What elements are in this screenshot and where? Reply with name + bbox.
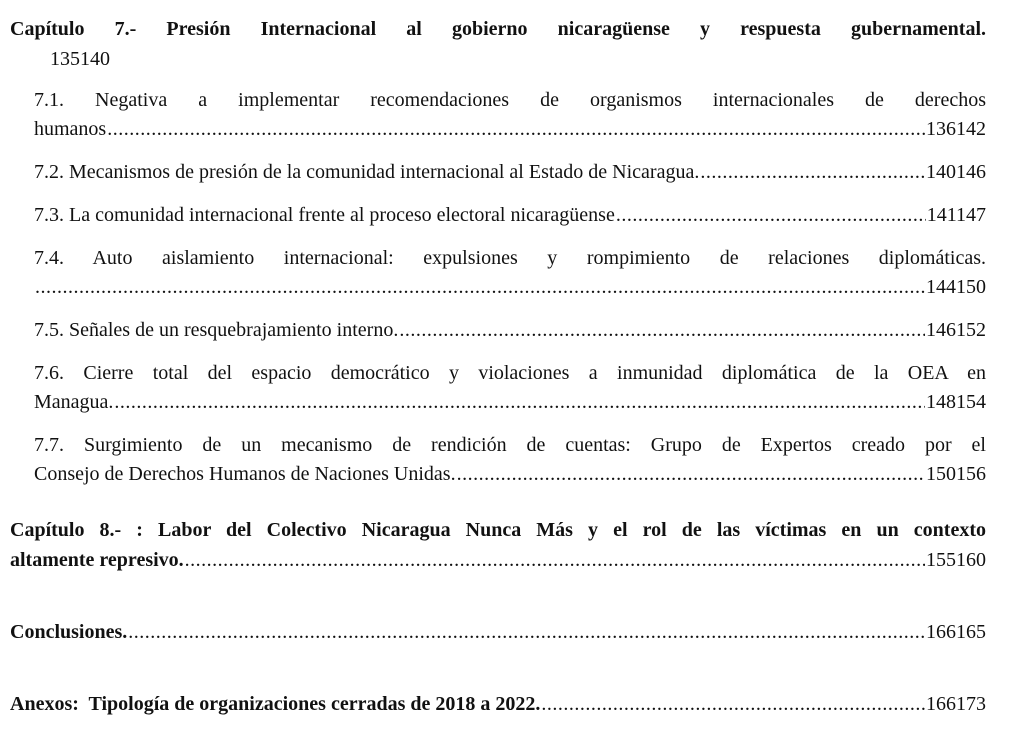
toc-entry-text: 7.3. La comunidad internacional frente al proceso electoral nicaragüense bbox=[34, 204, 615, 226]
toc-page-number: 144150 bbox=[926, 276, 986, 298]
toc-page-number: 136142 bbox=[926, 118, 986, 140]
toc-entry-text: 7.1. Negativa a implementar recomendaciones de organismos internacionales de derechos bbox=[34, 89, 986, 111]
chapter-7-page-number: 135140 bbox=[50, 48, 110, 70]
toc-entry-7-5 bbox=[34, 316, 986, 345]
chapter-7-heading: Capítulo 7.- Presión Internacional al gobierno nicaragüense y respuesta gubernamental. bbox=[10, 18, 986, 40]
toc-entry-text: Consejo de Derechos Humanos de Naciones Unidas. bbox=[34, 463, 456, 485]
dot-leader bbox=[457, 460, 925, 489]
toc-entry-chapter-8 bbox=[10, 515, 986, 575]
dot-leader bbox=[616, 201, 926, 230]
toc-page-number: 141147 bbox=[926, 204, 986, 226]
chapter-7-sections bbox=[10, 86, 986, 489]
toc-page-number: 150156 bbox=[926, 463, 986, 485]
toc-entry-line bbox=[34, 316, 986, 345]
dot-leader bbox=[114, 388, 925, 417]
dot-leader bbox=[185, 545, 925, 575]
dot-leader bbox=[128, 617, 925, 647]
toc-entry-7-2 bbox=[34, 158, 986, 187]
toc-entry-7-3 bbox=[34, 201, 986, 230]
dot-leader bbox=[399, 316, 925, 345]
toc-entry-text: 7.5. Señales de un resquebrajamiento interno. bbox=[34, 319, 399, 341]
toc-entry-line bbox=[34, 388, 986, 417]
dot-leader bbox=[107, 115, 925, 144]
toc-page-number: 155160 bbox=[926, 549, 986, 571]
toc-entry-text: 7.6. Cierre total del espacio democrático y violaciones a inmunidad diplomática de la OEA en bbox=[34, 362, 986, 384]
toc-entry-text: 7.7. Surgimiento de un mecanismo de rendición de cuentas: Grupo de Expertos creado por el bbox=[34, 434, 986, 456]
toc-entry-line bbox=[34, 201, 986, 230]
chapter-8-heading: Capítulo 8.- : Labor del Colectivo Nicaragua Nunca Más y el rol de las víctimas en un contexto bbox=[10, 519, 986, 541]
toc-entry-7-6 bbox=[34, 359, 986, 417]
toc-entry-text: Managua. bbox=[34, 391, 114, 413]
toc-entry-text: humanos bbox=[34, 118, 107, 140]
toc-page-number: 166165 bbox=[926, 621, 986, 643]
toc-entry-line bbox=[34, 115, 986, 144]
toc-page-number: 140146 bbox=[926, 161, 986, 183]
toc-entry-line bbox=[34, 460, 986, 489]
toc-entry-text: 7.4. Auto aislamiento internacional: expulsiones y rompimiento de relaciones diplomáticas. bbox=[34, 247, 986, 269]
toc-page-number: 148154 bbox=[926, 391, 986, 413]
table-of-contents bbox=[10, 14, 986, 719]
anexos-heading: Anexos: Tipología de organizaciones cerradas de 2018 a 2022. bbox=[10, 693, 541, 715]
chapter-8-heading-continued: altamente represivo. bbox=[10, 549, 184, 571]
toc-entry-text: 7.2. Mecanismos de presión de la comunidad internacional al Estado de Nicaragua. bbox=[34, 161, 700, 183]
dot-leader bbox=[700, 158, 925, 187]
toc-entry-anexos bbox=[10, 689, 986, 719]
toc-entry-line bbox=[34, 158, 986, 187]
toc-entry-conclusiones bbox=[10, 617, 986, 647]
dot-leader bbox=[541, 689, 925, 719]
toc-entry-line bbox=[34, 273, 986, 302]
conclusiones-heading: Conclusiones. bbox=[10, 621, 128, 643]
dot-leader bbox=[35, 273, 925, 302]
toc-entry-line bbox=[10, 545, 986, 575]
toc-page-number: 146152 bbox=[926, 319, 986, 341]
toc-entry-7-4 bbox=[34, 244, 986, 302]
toc-entry-7-1 bbox=[34, 86, 986, 144]
toc-entry-7-7 bbox=[34, 431, 986, 489]
toc-page-number: 166173 bbox=[926, 693, 986, 715]
